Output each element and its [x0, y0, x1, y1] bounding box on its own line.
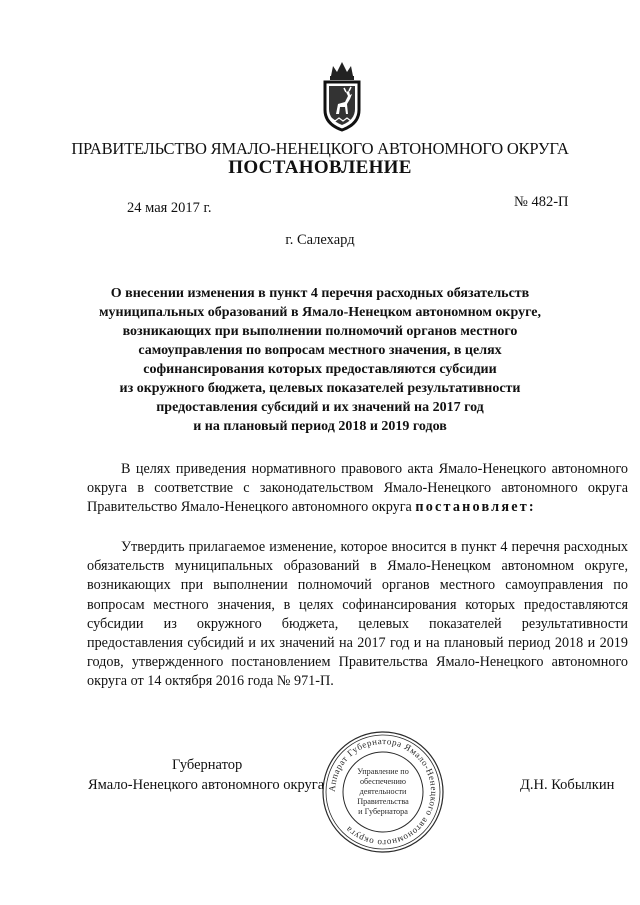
stamp-line: и Губернатора [358, 807, 408, 816]
title-line: О внесении изменения в пункт 4 перечня расходных обязательств [110, 286, 530, 301]
document-type: ПОСТАНОВЛЕНИЕ [228, 157, 412, 178]
preamble-paragraph [87, 460, 628, 518]
document-title [90, 284, 550, 436]
title-line: предоставления субсидий и их значений на 2017 год [156, 400, 484, 415]
organization-name: ПРАВИТЕЛЬСТВО ЯМАЛО-НЕНЕЦКОГО АВТОНОМНОГО ОКРУГА [71, 139, 569, 158]
official-stamp-icon [318, 730, 448, 854]
stamp-line: Правительства [357, 797, 409, 806]
title-line: муниципальных образований в Ямало-Ненецком автономном округе, [99, 305, 541, 320]
stamp-line: Управление по [357, 767, 409, 776]
preamble-text: В целях приведения нормативного правового акта Ямало-Ненецкого автономного округа в соответствие с законодательством Ямало-Ненецкого автономного округа Правительство Ямало-Ненецкого автономного округа [87, 461, 628, 516]
decision-text: Утвердить прилагаемое изменение, которое вносится в пункт 4 перечня расходных обязательств муниципальных образований в Ямало-Ненецком автономном округе, возникающих при выполнении полномочий органов местного самоуправления по вопросам местного значения, в целях софинансирования которых предоставляются субсидии из окружного бюджета, целевых показателей результативности предоставления субсидий и их значений на 2017 год и на плановый период 2018 и 2019 годов, утвержденного постановлением Правительства Ямало-Ненецкого автономного округа от 14 октября 2016 года № 971-П. [87, 539, 628, 690]
document-city: г. Салехард [285, 232, 355, 248]
decision-paragraph [87, 538, 628, 692]
title-line: самоуправления по вопросам местного значения, в целях [138, 343, 502, 358]
stamp-ring-text: Аппарат Губернатора Ямало-Ненецкого автономного округа [326, 735, 440, 849]
title-line: из окружного бюджета, целевых показателей результативности [119, 381, 521, 396]
stamp-line: деятельности [359, 787, 407, 796]
document-number: № 482-П [514, 194, 569, 210]
title-line: возникающих при выполнении полномочий органов местного [122, 324, 518, 339]
signatory-title: Губернатор [172, 757, 243, 773]
title-line: софинансирования которых предоставляются субсидии [143, 362, 497, 377]
decree-word: постановляет: [415, 499, 536, 516]
signatory-organization: Ямало-Ненецкого автономного округа [88, 777, 325, 793]
stamp-line: обеспечению [359, 777, 407, 786]
document-date: 24 мая 2017 г. [127, 200, 212, 216]
coat-of-arms-icon [319, 58, 365, 134]
signatory-name: Д.Н. Кобылкин [520, 777, 615, 793]
title-line: и на плановый период 2018 и 2019 годов [193, 419, 447, 434]
